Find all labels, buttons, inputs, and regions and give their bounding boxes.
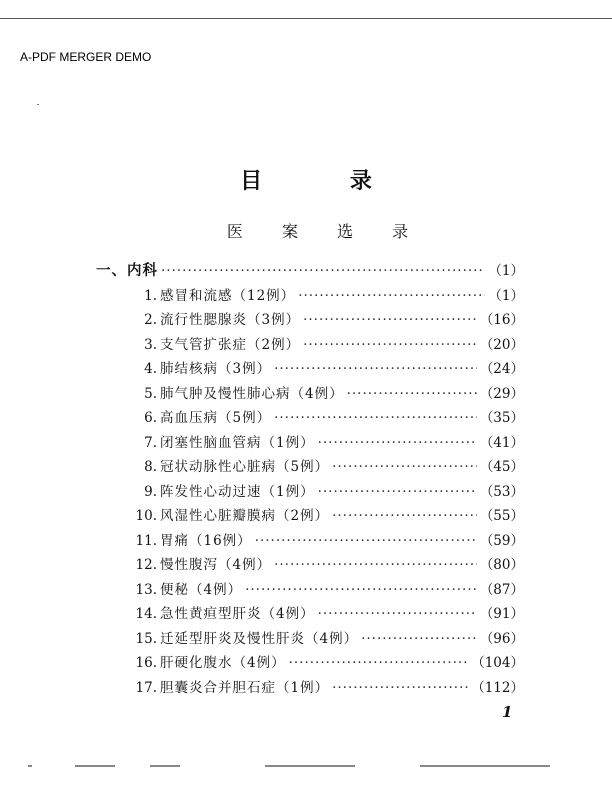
toc-entry-number: 6. [144,410,157,426]
toc-page: （59） [479,532,524,549]
dot-leader [303,312,477,328]
toc-entry-number: 5. [144,385,157,402]
toc-entry-label: 便秘（4例） [160,581,243,598]
toc-page: （16） [479,312,524,328]
toc-entry-label: 迁延型肝炎及慢性肝炎（4例） [160,630,359,647]
toc-entry[interactable] [96,627,524,652]
toc-entry-label: 流行性腮腺炎（3例） [160,312,301,328]
dot-leader [289,655,469,671]
toc-entry[interactable] [96,308,524,333]
toc-entry[interactable] [96,455,524,480]
dot-leader [274,361,477,377]
toc-page: （104） [471,655,524,671]
toc-page: （24） [479,361,524,377]
toc-entry-number: 14. [135,606,157,622]
dot-leader [298,288,485,304]
scan-noise [28,765,32,767]
dot-leader [161,263,485,279]
toc-entry-label: 肝硬化腹水（4例） [160,655,286,671]
toc-entry[interactable] [96,651,524,676]
page-number: 1 [502,703,513,721]
toc-entry[interactable] [96,529,524,554]
toc-entry-number: 16. [135,655,157,671]
toc-entry-number: 11. [135,532,157,549]
page-title: 目 录 [240,168,412,194]
toc-entry[interactable] [96,553,524,578]
toc-entry-label: 肺气肿及慢性肺心病（4例） [160,385,344,402]
toc-page: （35） [479,410,524,426]
toc-section-label: 一、内科 [96,262,158,279]
dot-leader [318,484,477,500]
toc-entry-label: 慢性腹泻（4例） [160,557,272,573]
scan-noise [420,765,550,767]
top-rule [0,18,612,19]
dot-leader [318,606,477,622]
toc-entry[interactable] [96,333,524,358]
toc-entry-label: 阵发性心动过速（1例） [160,483,315,500]
dot-leader [255,533,477,549]
toc-entry-label: 胃痛（16例） [160,532,252,549]
scan-noise [150,765,180,767]
toc-page: （96） [479,630,524,647]
toc-entry[interactable] [96,431,524,456]
toc-entry-number: 17. [135,679,157,696]
toc-page: （1） [488,287,524,304]
toc-entry-number: 8. [144,459,157,475]
toc-page: （80） [479,557,524,573]
toc-entry[interactable] [96,602,524,627]
toc-page: （29） [479,385,524,402]
toc-entry-label: 高血压病（5例） [160,410,272,426]
toc-entry[interactable] [96,357,524,382]
toc-entry-label: 急性黄疸型肝炎（4例） [160,606,315,622]
toc-entry[interactable] [96,504,524,529]
toc-entry-number: 2. [144,312,157,328]
toc-entry-number: 13. [135,581,157,598]
section-subtitle: 医 案 选 录 [226,222,426,241]
toc-section-row[interactable] [96,259,524,284]
toc-entry-number: 10. [135,508,157,524]
toc-entry[interactable] [96,382,524,407]
toc-entry-label: 肺结核病（3例） [160,361,272,377]
toc-entry-number: 12. [135,557,157,573]
dot-leader [347,386,477,402]
toc-page: （55） [479,508,524,524]
toc-entry-number: 1. [144,287,157,304]
toc-entry-label: 支气管扩张症（2例） [160,336,301,353]
toc-entry[interactable] [96,578,524,603]
toc-entry[interactable] [96,480,524,505]
toc-page: （91） [479,606,524,622]
toc-entry-label: 闭塞性脑血管病（1例） [160,434,315,451]
toc-entry-label: 风湿性心脏瓣膜病（2例） [160,508,330,524]
watermark-text: A-PDF MERGER DEMO [20,50,152,64]
scan-speck [37,104,39,105]
toc-page: （1） [488,263,524,279]
toc-entry[interactable] [96,284,524,309]
dot-leader [332,680,468,696]
toc-page: （87） [479,581,524,598]
dot-leader [274,410,477,426]
toc-entry[interactable] [96,406,524,431]
scan-noise [265,765,355,767]
toc-entry-number: 4. [144,361,157,377]
toc-entry-label: 冠状动脉性心脏病（5例） [160,459,330,475]
toc-entry-label: 感冒和流感（12例） [160,287,296,304]
toc-entry-number: 7. [144,434,157,451]
toc-page: （41） [479,434,524,451]
toc-entry-number: 9. [144,483,157,500]
toc-page: （20） [479,336,524,353]
dot-leader [274,557,477,573]
toc-page: （112） [471,679,524,696]
toc-entry-label: 胆囊炎合并胆石症（1例） [160,679,330,696]
dot-leader [245,582,477,598]
scan-noise [75,765,115,767]
toc-page: （53） [479,483,524,500]
toc-page: （45） [479,459,524,475]
toc-entry[interactable] [96,676,524,701]
dot-leader [318,435,477,451]
dot-leader [332,508,477,524]
table-of-contents [96,259,524,700]
toc-entry-number: 15. [135,630,157,647]
toc-entry-number: 3. [144,336,157,353]
dot-leader [303,337,477,353]
dot-leader [332,459,477,475]
dot-leader [361,631,477,647]
